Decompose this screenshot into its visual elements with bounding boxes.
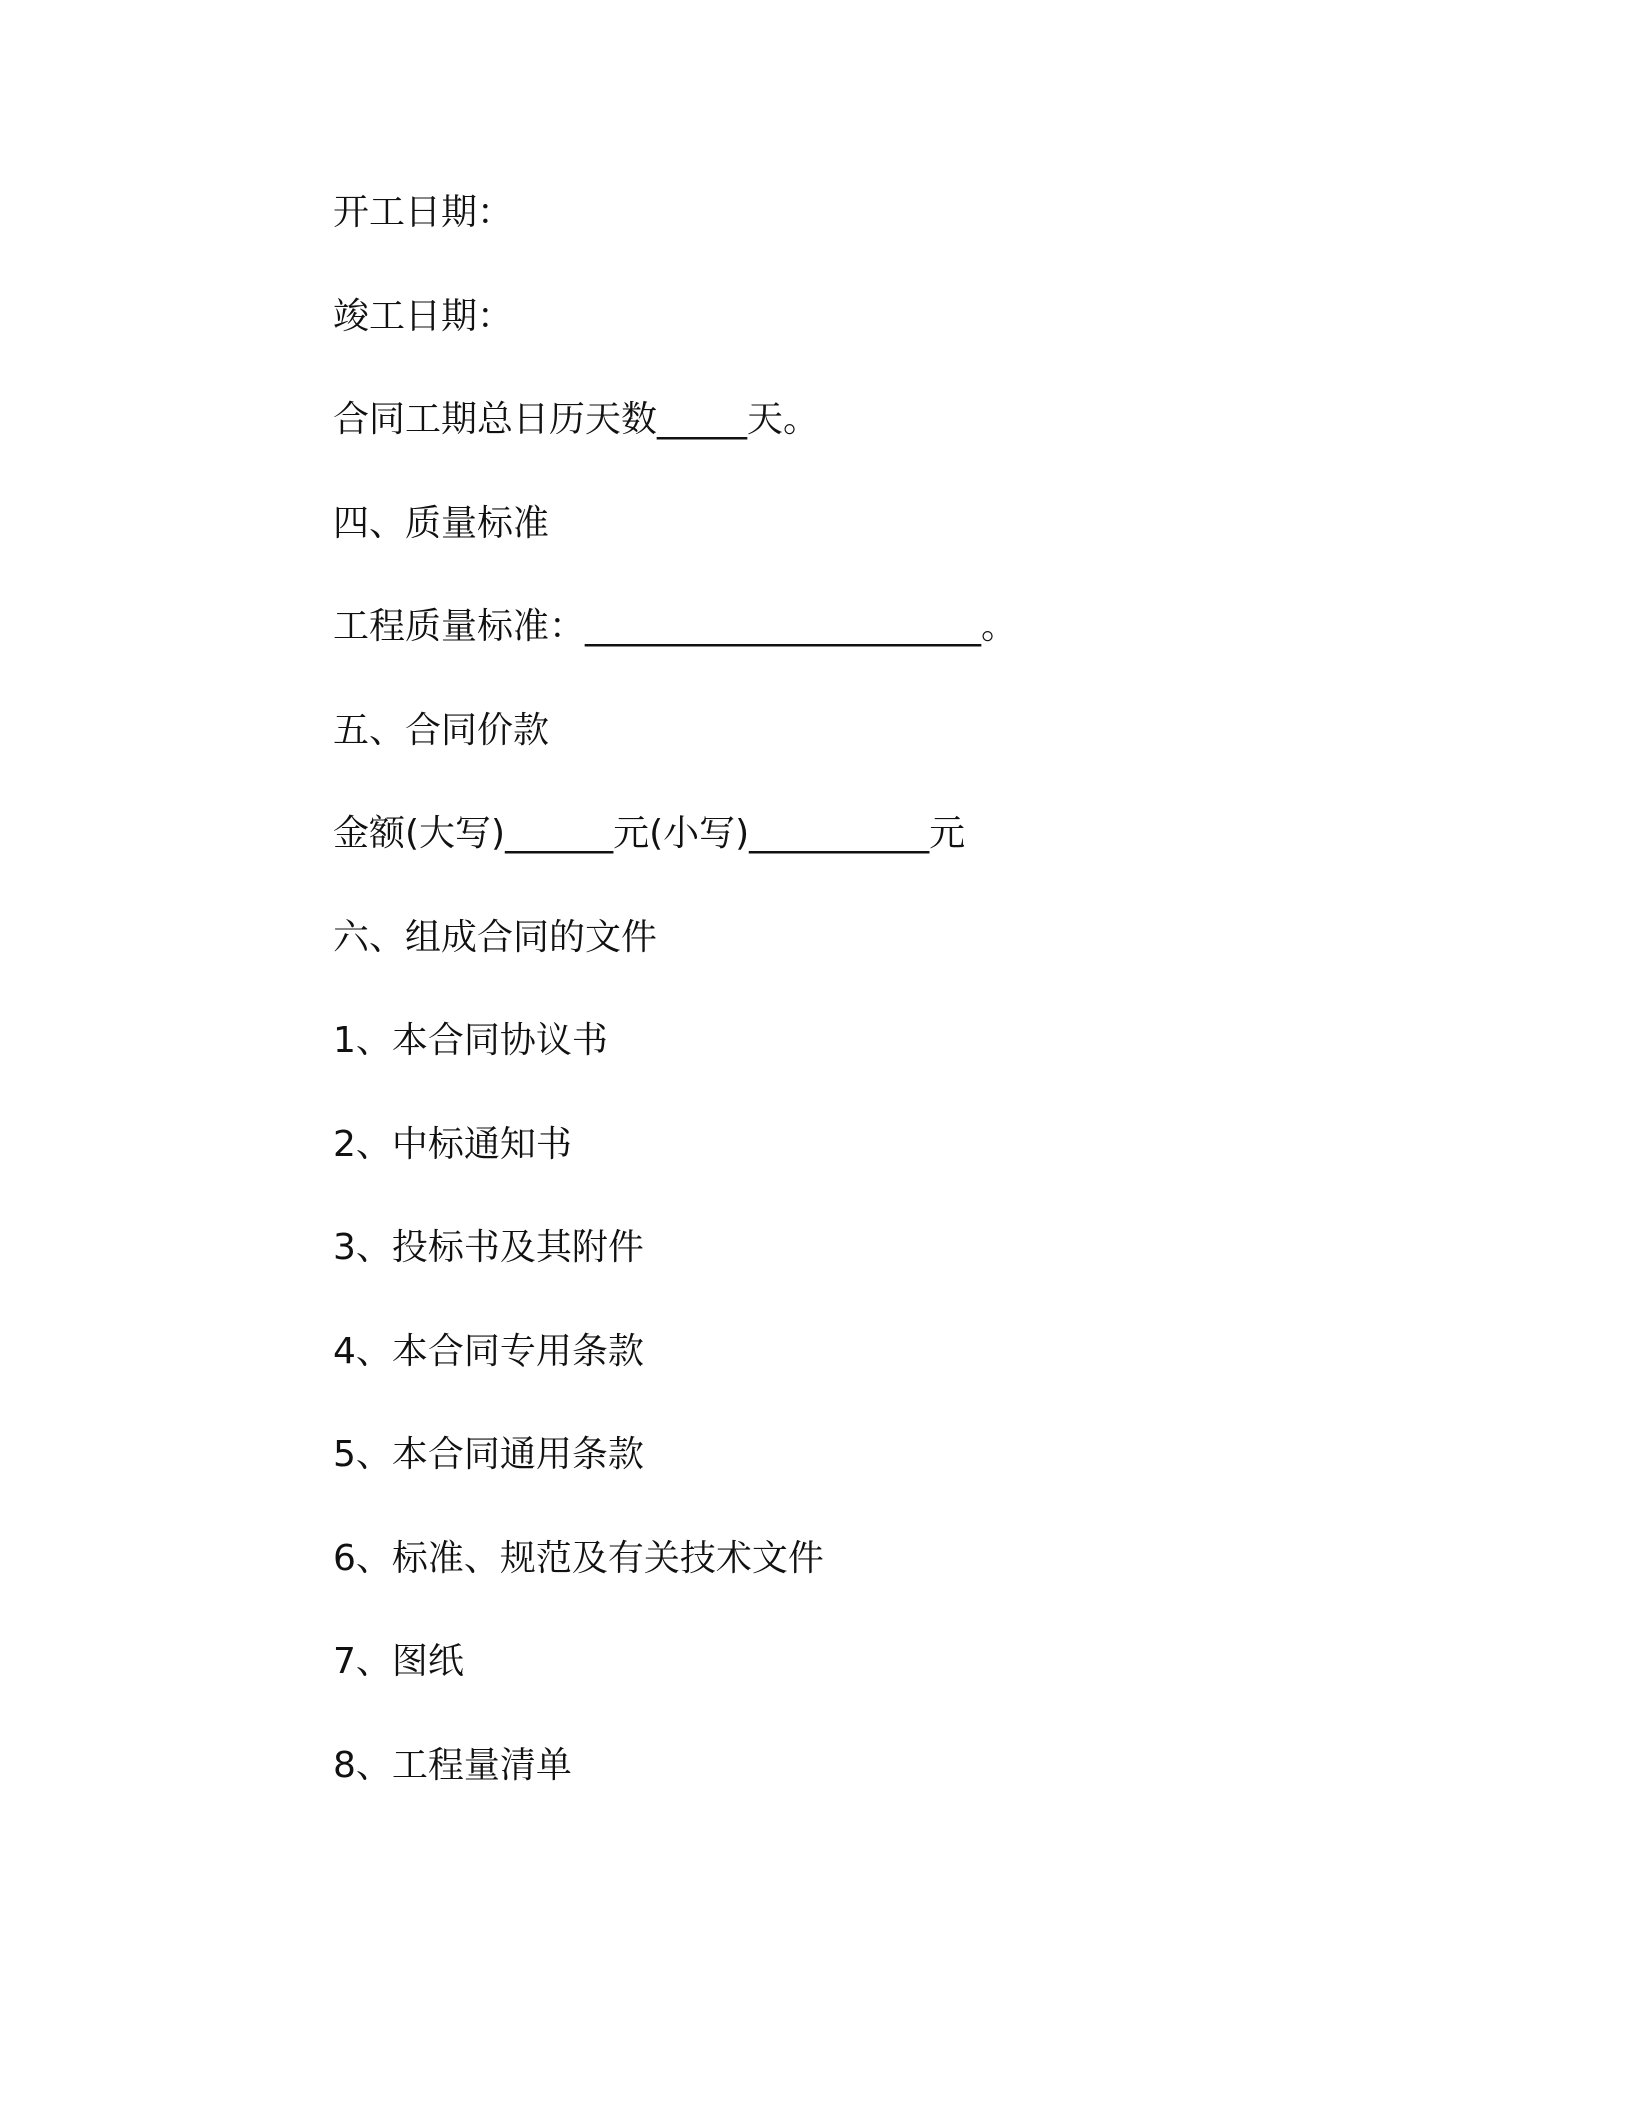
- list-item: 4、本合同专用条款: [333, 1330, 644, 1372]
- section-heading-documents: 六、组成合同的文件: [333, 916, 658, 958]
- amount-line: 金额(大写)______元(小写)__________元: [333, 813, 966, 854]
- start-date-label: 开工日期：: [333, 192, 514, 233]
- list-item: 8、工程量清单: [333, 1744, 572, 1786]
- list-item: 3、投标书及其附件: [333, 1227, 644, 1268]
- list-item: 5、本合同通用条款: [333, 1434, 644, 1475]
- section-heading-price: 五、合同价款: [333, 709, 550, 751]
- completion-date-label: 竣工日期：: [333, 295, 514, 337]
- section-heading-quality: 四、质量标准: [333, 502, 550, 544]
- list-item: 6、标准、规范及有关技术文件: [333, 1537, 824, 1579]
- document-body: [333, 188, 1433, 1844]
- list-item: 2、中标通知书: [333, 1123, 572, 1165]
- quality-standard-line: 工程质量标准：______________________。: [333, 606, 1018, 647]
- contract-duration-line: 合同工期总日历天数_____天。: [333, 399, 820, 440]
- list-item: 1、本合同协议书: [333, 1020, 608, 1061]
- list-item: 7、图纸: [333, 1641, 464, 1682]
